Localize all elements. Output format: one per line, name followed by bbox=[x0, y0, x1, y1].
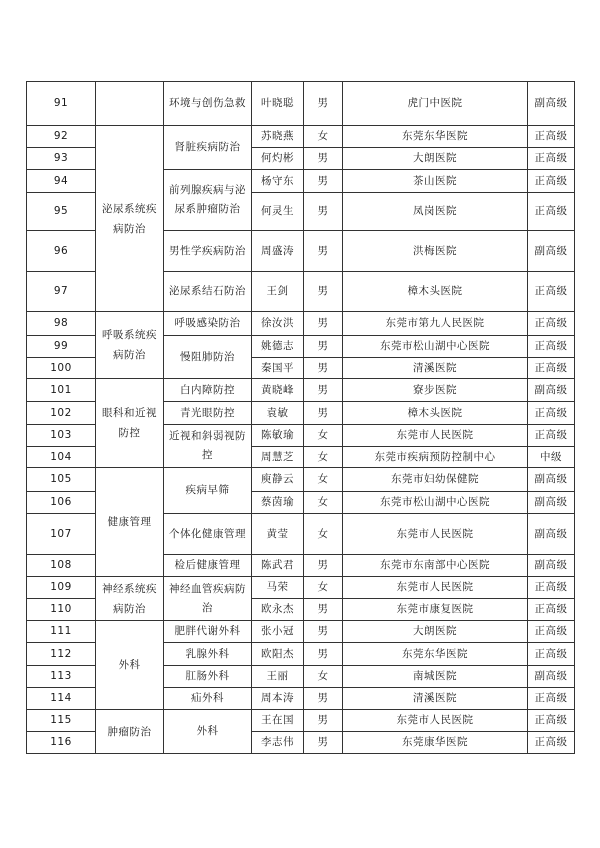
expert-name: 张小冠 bbox=[252, 621, 304, 643]
row-number: 100 bbox=[27, 358, 96, 379]
gender: 女 bbox=[304, 666, 343, 688]
specialty: 男性学疾病防治 bbox=[164, 231, 252, 272]
table-row bbox=[27, 126, 575, 148]
specialty: 慢阻肺防治 bbox=[164, 336, 252, 379]
specialty: 疾病早筛 bbox=[164, 468, 252, 514]
professional-title: 正高级 bbox=[528, 688, 575, 710]
expert-name: 欧阳杰 bbox=[252, 643, 304, 666]
hospital: 东莞市松山湖中心医院 bbox=[343, 336, 528, 358]
expert-name: 欧永杰 bbox=[252, 599, 304, 621]
professional-title: 副高级 bbox=[528, 468, 575, 492]
row-number: 107 bbox=[27, 514, 96, 555]
row-number: 95 bbox=[27, 193, 96, 231]
gender: 男 bbox=[304, 555, 343, 577]
gender: 男 bbox=[304, 336, 343, 358]
hospital: 大朗医院 bbox=[343, 621, 528, 643]
professional-title: 副高级 bbox=[528, 231, 575, 272]
expert-name: 陈敏瑜 bbox=[252, 425, 304, 447]
field-category: 健康管理 bbox=[96, 468, 164, 577]
hospital: 虎门中医院 bbox=[343, 82, 528, 126]
table-row bbox=[27, 577, 575, 599]
expert-name: 王剑 bbox=[252, 272, 304, 312]
professional-title: 副高级 bbox=[528, 555, 575, 577]
field-category: 肿瘤防治 bbox=[96, 710, 164, 754]
expert-name: 蔡茵瑜 bbox=[252, 492, 304, 514]
expert-name: 黄晓峰 bbox=[252, 379, 304, 402]
professional-title: 正高级 bbox=[528, 358, 575, 379]
specialty: 肥胖代谢外科 bbox=[164, 621, 252, 643]
professional-title: 正高级 bbox=[528, 402, 575, 425]
expert-name: 姚德志 bbox=[252, 336, 304, 358]
gender: 女 bbox=[304, 425, 343, 447]
specialty: 肾脏疾病防治 bbox=[164, 126, 252, 170]
field-category: 呼吸系统疾病防治 bbox=[96, 312, 164, 379]
professional-title: 副高级 bbox=[528, 379, 575, 402]
row-number: 94 bbox=[27, 170, 96, 193]
expert-name: 何灵生 bbox=[252, 193, 304, 231]
gender: 女 bbox=[304, 468, 343, 492]
gender: 男 bbox=[304, 710, 343, 732]
expert-name: 李志伟 bbox=[252, 732, 304, 754]
gender: 女 bbox=[304, 126, 343, 148]
hospital: 洪梅医院 bbox=[343, 231, 528, 272]
row-number: 116 bbox=[27, 732, 96, 754]
hospital: 东莞市康复医院 bbox=[343, 599, 528, 621]
hospital: 清溪医院 bbox=[343, 358, 528, 379]
gender: 男 bbox=[304, 148, 343, 170]
professional-title: 正高级 bbox=[528, 126, 575, 148]
professional-title: 副高级 bbox=[528, 492, 575, 514]
expert-name: 庾静云 bbox=[252, 468, 304, 492]
expert-list-table bbox=[26, 81, 575, 754]
gender: 男 bbox=[304, 358, 343, 379]
hospital: 东莞市第九人民医院 bbox=[343, 312, 528, 336]
row-number: 114 bbox=[27, 688, 96, 710]
gender: 男 bbox=[304, 599, 343, 621]
gender: 男 bbox=[304, 732, 343, 754]
expert-name: 杨守东 bbox=[252, 170, 304, 193]
specialty: 青光眼防控 bbox=[164, 402, 252, 425]
specialty: 外科 bbox=[164, 710, 252, 754]
hospital: 清溪医院 bbox=[343, 688, 528, 710]
gender: 女 bbox=[304, 447, 343, 468]
hospital: 大朗医院 bbox=[343, 148, 528, 170]
row-number: 111 bbox=[27, 621, 96, 643]
row-number: 108 bbox=[27, 555, 96, 577]
professional-title: 正高级 bbox=[528, 148, 575, 170]
expert-name: 周盛涛 bbox=[252, 231, 304, 272]
hospital: 东莞市人民医院 bbox=[343, 710, 528, 732]
hospital: 茶山医院 bbox=[343, 170, 528, 193]
specialty: 泌尿系结石防治 bbox=[164, 272, 252, 312]
specialty: 神经血管疾病防治 bbox=[164, 577, 252, 621]
row-number: 91 bbox=[27, 82, 96, 126]
gender: 男 bbox=[304, 688, 343, 710]
gender: 男 bbox=[304, 621, 343, 643]
field-category: 外科 bbox=[96, 621, 164, 710]
gender: 女 bbox=[304, 577, 343, 599]
expert-name: 陈武君 bbox=[252, 555, 304, 577]
professional-title: 正高级 bbox=[528, 710, 575, 732]
professional-title: 副高级 bbox=[528, 666, 575, 688]
row-number: 113 bbox=[27, 666, 96, 688]
gender: 女 bbox=[304, 492, 343, 514]
hospital: 东莞康华医院 bbox=[343, 732, 528, 754]
gender: 男 bbox=[304, 82, 343, 126]
hospital: 东莞市妇幼保健院 bbox=[343, 468, 528, 492]
professional-title: 正高级 bbox=[528, 577, 575, 599]
professional-title: 正高级 bbox=[528, 170, 575, 193]
professional-title: 正高级 bbox=[528, 599, 575, 621]
hospital: 东莞东华医院 bbox=[343, 126, 528, 148]
professional-title: 正高级 bbox=[528, 732, 575, 754]
row-number: 115 bbox=[27, 710, 96, 732]
professional-title: 正高级 bbox=[528, 621, 575, 643]
hospital: 东莞市人民医院 bbox=[343, 577, 528, 599]
gender: 男 bbox=[304, 312, 343, 336]
row-number: 92 bbox=[27, 126, 96, 148]
specialty: 疝外科 bbox=[164, 688, 252, 710]
professional-title: 正高级 bbox=[528, 336, 575, 358]
field-category bbox=[96, 82, 164, 126]
gender: 男 bbox=[304, 170, 343, 193]
row-number: 106 bbox=[27, 492, 96, 514]
hospital: 东莞市松山湖中心医院 bbox=[343, 492, 528, 514]
professional-title: 副高级 bbox=[528, 82, 575, 126]
hospital: 东莞市人民医院 bbox=[343, 425, 528, 447]
gender: 男 bbox=[304, 643, 343, 666]
hospital: 樟木头医院 bbox=[343, 272, 528, 312]
specialty: 乳腺外科 bbox=[164, 643, 252, 666]
row-number: 104 bbox=[27, 447, 96, 468]
row-number: 109 bbox=[27, 577, 96, 599]
row-number: 110 bbox=[27, 599, 96, 621]
row-number: 103 bbox=[27, 425, 96, 447]
hospital: 樟木头医院 bbox=[343, 402, 528, 425]
expert-name: 周慧芝 bbox=[252, 447, 304, 468]
row-number: 97 bbox=[27, 272, 96, 312]
professional-title: 正高级 bbox=[528, 193, 575, 231]
specialty: 近视和斜弱视防控 bbox=[164, 425, 252, 468]
professional-title: 中级 bbox=[528, 447, 575, 468]
professional-title: 副高级 bbox=[528, 514, 575, 555]
gender: 男 bbox=[304, 402, 343, 425]
expert-name: 秦国平 bbox=[252, 358, 304, 379]
table-row bbox=[27, 82, 575, 126]
professional-title: 正高级 bbox=[528, 643, 575, 666]
hospital: 东莞市人民医院 bbox=[343, 514, 528, 555]
table-row bbox=[27, 621, 575, 643]
expert-name: 苏晓燕 bbox=[252, 126, 304, 148]
specialty: 前列腺疾病与泌尿系肿瘤防治 bbox=[164, 170, 252, 231]
gender: 男 bbox=[304, 193, 343, 231]
hospital: 南城医院 bbox=[343, 666, 528, 688]
expert-name: 袁敏 bbox=[252, 402, 304, 425]
gender: 男 bbox=[304, 272, 343, 312]
expert-name: 王在国 bbox=[252, 710, 304, 732]
row-number: 102 bbox=[27, 402, 96, 425]
professional-title: 正高级 bbox=[528, 312, 575, 336]
row-number: 98 bbox=[27, 312, 96, 336]
expert-name: 徐汝洪 bbox=[252, 312, 304, 336]
expert-name: 周本涛 bbox=[252, 688, 304, 710]
specialty: 白内障防控 bbox=[164, 379, 252, 402]
specialty: 呼吸感染防治 bbox=[164, 312, 252, 336]
field-category: 眼科和近视防控 bbox=[96, 379, 164, 468]
gender: 男 bbox=[304, 231, 343, 272]
table-row bbox=[27, 379, 575, 402]
hospital: 凤岗医院 bbox=[343, 193, 528, 231]
table-row bbox=[27, 710, 575, 732]
professional-title: 正高级 bbox=[528, 272, 575, 312]
table-row bbox=[27, 468, 575, 492]
expert-name: 何灼彬 bbox=[252, 148, 304, 170]
expert-name: 叶晓聪 bbox=[252, 82, 304, 126]
table-row bbox=[27, 312, 575, 336]
gender: 女 bbox=[304, 514, 343, 555]
row-number: 101 bbox=[27, 379, 96, 402]
hospital: 东莞市东南部中心医院 bbox=[343, 555, 528, 577]
expert-name: 黄莹 bbox=[252, 514, 304, 555]
specialty: 肛肠外科 bbox=[164, 666, 252, 688]
field-category: 泌尿系统疾病防治 bbox=[96, 126, 164, 312]
hospital: 寮步医院 bbox=[343, 379, 528, 402]
expert-name: 王丽 bbox=[252, 666, 304, 688]
hospital: 东莞市疾病预防控制中心 bbox=[343, 447, 528, 468]
specialty: 检后健康管理 bbox=[164, 555, 252, 577]
row-number: 96 bbox=[27, 231, 96, 272]
hospital: 东莞东华医院 bbox=[343, 643, 528, 666]
specialty: 环境与创伤急救 bbox=[164, 82, 252, 126]
row-number: 105 bbox=[27, 468, 96, 492]
row-number: 99 bbox=[27, 336, 96, 358]
expert-name: 马荣 bbox=[252, 577, 304, 599]
gender: 男 bbox=[304, 379, 343, 402]
specialty: 个体化健康管理 bbox=[164, 514, 252, 555]
row-number: 93 bbox=[27, 148, 96, 170]
field-category: 神经系统疾病防治 bbox=[96, 577, 164, 621]
row-number: 112 bbox=[27, 643, 96, 666]
professional-title: 正高级 bbox=[528, 425, 575, 447]
